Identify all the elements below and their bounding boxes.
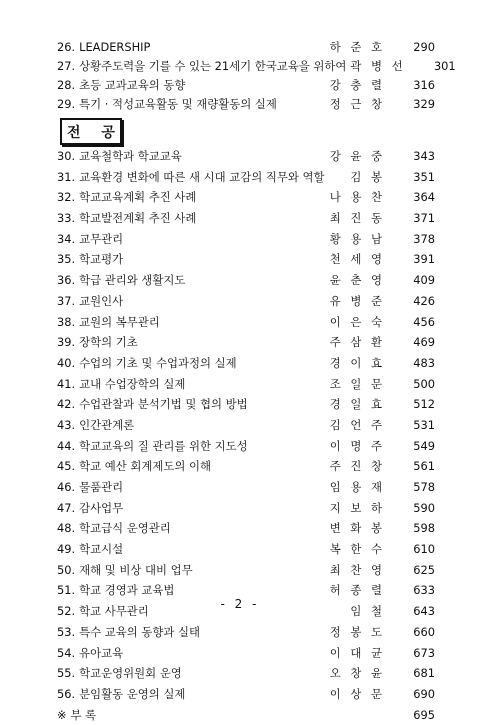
toc-entry — [57, 518, 435, 539]
entry-title: 교육철학과 학교교육 — [79, 149, 182, 163]
toc-list-general — [57, 38, 456, 114]
entry-author: 이 대 균 — [329, 645, 385, 660]
dot-leader — [187, 79, 327, 90]
dot-leader — [408, 60, 432, 71]
entry-page: 290 — [413, 40, 435, 54]
entry-author: 조 일 문 — [329, 376, 385, 391]
entry-title: LEADERSHIP — [79, 40, 151, 54]
dot-leader — [387, 646, 411, 657]
entry-author: 곽 병 선 — [350, 59, 406, 73]
entry-title: 교원의 복무관리 — [79, 314, 160, 329]
dot-leader — [173, 522, 328, 533]
entry-author: 경 이 효 — [329, 355, 385, 370]
dot-leader — [125, 501, 328, 512]
entry-page: 483 — [413, 355, 435, 370]
section-heading: 전 공 — [67, 124, 123, 141]
entry-page: 690 — [413, 686, 435, 701]
entry-number: 39. — [57, 335, 76, 350]
entry-title: 물품관리 — [79, 480, 124, 494]
entry-title: 학교평가 — [79, 252, 124, 267]
toc-entry — [57, 208, 435, 229]
entry-page: 512 — [413, 397, 435, 412]
toc-entry — [57, 477, 435, 498]
entry-title: 학교운영위원회 운영 — [79, 666, 182, 681]
dot-leader — [184, 667, 328, 678]
entry-author: 정 봉 도 — [329, 624, 385, 639]
dot-leader — [184, 150, 328, 161]
entry-author: 허 종 렬 — [329, 583, 385, 598]
entry-author: 강 윤 중 — [329, 149, 385, 163]
entry-author: 김 언 주 — [329, 417, 385, 432]
entry-number: 34. — [57, 231, 76, 246]
dot-leader — [125, 294, 328, 305]
entry-page: 351 — [413, 169, 435, 184]
entry-title: 학교시설 — [79, 542, 124, 557]
dot-leader — [152, 41, 327, 52]
toc-entry — [57, 394, 435, 415]
page-number: - 2 - — [220, 597, 260, 611]
entry-page: 610 — [413, 542, 435, 557]
entry-title: 학교발전계획 추진 사례 — [79, 211, 197, 226]
entry-number: 44. — [57, 438, 76, 453]
toc-entry — [57, 456, 435, 477]
dot-leader — [187, 687, 327, 698]
dot-leader — [387, 356, 411, 367]
dot-leader — [387, 212, 411, 223]
entry-author: 정 근 창 — [329, 97, 385, 111]
entry-title: 특기 · 적성교육활동 및 재량활동의 실제 — [79, 97, 277, 111]
entry-title: 상황주도력을 기를 수 있는 21세기 한국교육을 위하여 — [79, 59, 347, 73]
entry-page: 660 — [413, 624, 435, 639]
entry-number: 32. — [57, 190, 76, 205]
entry-number: 55. — [57, 666, 76, 681]
toc-entry — [57, 38, 435, 57]
entry-author: 하 준 호 — [329, 40, 385, 54]
entry-number: 47. — [57, 500, 76, 515]
dot-leader — [387, 336, 411, 347]
entry-number: 35. — [57, 252, 76, 267]
dot-leader — [387, 419, 411, 430]
dot-leader — [387, 41, 411, 52]
entry-title: 분임활동 운영의 실제 — [79, 686, 186, 701]
toc-list-major — [57, 146, 435, 725]
entry-number: 49. — [57, 542, 76, 557]
entry-author: 이 은 숙 — [329, 314, 385, 329]
entry-page: 469 — [413, 335, 435, 350]
entry-author: 최 진 동 — [329, 211, 385, 226]
entry-title: 학교급식 운영관리 — [79, 521, 171, 536]
toc-entry — [57, 539, 435, 560]
dot-leader — [98, 708, 411, 719]
entry-page: 673 — [413, 645, 435, 660]
dot-leader — [198, 191, 327, 202]
entry-page: 456 — [413, 314, 435, 329]
dot-leader — [125, 646, 328, 657]
entry-author: 이 상 문 — [329, 686, 385, 701]
entry-number: ※ — [57, 707, 67, 722]
dot-leader — [387, 191, 411, 202]
toc-entry — [57, 643, 435, 664]
dot-leader — [387, 481, 411, 492]
entry-author: 주 진 창 — [329, 459, 385, 474]
entry-number: 38. — [57, 314, 76, 329]
dot-leader — [387, 439, 411, 450]
entry-page: 549 — [413, 438, 435, 453]
dot-leader — [213, 460, 328, 471]
toc-entry — [57, 353, 435, 374]
entry-number: 27. — [57, 59, 76, 73]
entry-author: 경 일 효 — [329, 397, 385, 412]
entry-page: 531 — [413, 417, 435, 432]
entry-author: 나 용 찬 — [329, 190, 385, 205]
entry-number: 53. — [57, 624, 76, 639]
entry-number: 54. — [57, 645, 76, 660]
dot-leader — [387, 377, 411, 388]
dot-leader — [250, 439, 328, 450]
entry-number: 29. — [57, 97, 76, 111]
entry-author: 유 병 준 — [329, 293, 385, 308]
dot-leader — [387, 501, 411, 512]
toc-entry — [57, 270, 435, 291]
toc-entry — [57, 436, 435, 457]
dot-leader — [387, 150, 411, 161]
entry-title: 인간관계론 — [79, 417, 135, 432]
entry-author: 최 찬 영 — [329, 562, 385, 577]
section-heading-box — [60, 118, 122, 145]
entry-author: 지 보 하 — [329, 500, 385, 515]
entry-page: 329 — [413, 97, 435, 111]
entry-author: 복 한 수 — [329, 542, 385, 557]
entry-page: 633 — [413, 583, 435, 598]
dot-leader — [387, 460, 411, 471]
entry-number: 42. — [57, 397, 76, 412]
dot-leader — [125, 543, 328, 554]
entry-page: 598 — [413, 521, 435, 536]
entry-page: 695 — [413, 707, 435, 722]
entry-title: 교원인사 — [79, 293, 124, 308]
entry-title: 학교 경영과 교육법 — [79, 583, 175, 598]
dot-leader — [387, 398, 411, 409]
dot-leader — [387, 274, 411, 285]
entry-number: 26. — [57, 40, 76, 54]
toc-entry — [57, 663, 435, 684]
dot-leader — [387, 294, 411, 305]
entry-title: 교육환경 변화에 따른 새 시대 교감의 직무와 역할 — [79, 169, 325, 184]
entry-page: 625 — [413, 562, 435, 577]
entry-number: 51. — [57, 583, 76, 598]
dot-leader — [279, 98, 328, 109]
toc-entry — [57, 332, 435, 353]
entry-number: 41. — [57, 376, 76, 391]
entry-title: 학교교육계획 추진 사례 — [79, 190, 197, 205]
entry-page: 409 — [413, 273, 435, 288]
entry-page: 500 — [413, 376, 435, 391]
entry-title: 유아교육 — [79, 645, 124, 660]
dot-leader — [387, 563, 411, 574]
entry-page: 364 — [413, 190, 435, 205]
dot-leader — [136, 419, 328, 430]
entry-author: 이 명 주 — [329, 438, 385, 453]
toc-entry — [57, 57, 456, 76]
entry-title: 초등 교과교육의 동향 — [79, 78, 186, 92]
toc-entry — [57, 684, 435, 705]
toc-entry — [57, 705, 435, 725]
toc-entry — [57, 249, 435, 270]
entry-page: 343 — [413, 149, 435, 163]
entry-page: 561 — [413, 459, 435, 474]
entry-number: 46. — [57, 480, 76, 494]
entry-page: 378 — [413, 231, 435, 246]
toc-entry — [57, 312, 435, 333]
entry-number: 28. — [57, 78, 76, 92]
dot-leader — [387, 584, 411, 595]
entry-number: 30. — [57, 149, 76, 163]
dot-leader — [387, 667, 411, 678]
toc-entry — [57, 291, 435, 312]
dot-leader — [387, 315, 411, 326]
entry-number: 48. — [57, 521, 76, 536]
dot-leader — [387, 543, 411, 554]
dot-leader — [387, 79, 411, 90]
dot-leader — [187, 274, 327, 285]
dot-leader — [387, 625, 411, 636]
toc-entry — [57, 76, 435, 95]
entry-title: 재해 및 비상 대비 업무 — [79, 562, 193, 577]
entry-title: 학급 관리와 생활지도 — [79, 273, 186, 288]
entry-title: 수업관찰과 분석기법 및 협의 방법 — [79, 397, 248, 412]
dot-leader — [198, 212, 327, 223]
entry-number: 50. — [57, 562, 76, 577]
entry-number: 37. — [57, 293, 76, 308]
toc-entry — [57, 95, 435, 114]
dot-leader — [125, 481, 328, 492]
entry-title: 감사업무 — [79, 500, 124, 515]
dot-leader — [239, 356, 328, 367]
dot-leader — [387, 687, 411, 698]
toc-entry — [57, 187, 435, 208]
entry-author: 오 창 윤 — [329, 666, 385, 681]
entry-number: 52. — [57, 604, 76, 619]
entry-page: 426 — [413, 293, 435, 308]
entry-number: 56. — [57, 686, 76, 701]
entry-number: 40. — [57, 355, 76, 370]
dot-leader — [140, 336, 328, 347]
entry-title: 수업의 기초 및 수업과정의 실제 — [79, 355, 237, 370]
entry-number: 43. — [57, 417, 76, 432]
dot-leader — [176, 584, 327, 595]
entry-title: 학교교육의 질 관리를 위한 지도성 — [79, 438, 248, 453]
entry-title: 교무관리 — [79, 231, 124, 246]
toc-entry — [57, 622, 435, 643]
toc-entry — [57, 415, 435, 436]
dot-leader — [387, 522, 411, 533]
dot-leader — [250, 398, 328, 409]
entry-page: 301 — [433, 59, 456, 73]
entry-page: 371 — [413, 211, 435, 226]
dot-leader — [125, 253, 328, 264]
entry-title: 장학의 기초 — [79, 335, 138, 350]
entry-page: 391 — [413, 252, 435, 267]
entry-page: 643 — [413, 604, 435, 619]
toc-entry — [57, 374, 435, 395]
dot-leader — [387, 253, 411, 264]
toc-entry — [57, 498, 435, 519]
entry-page: 681 — [413, 666, 435, 681]
entry-author: 윤 춘 영 — [329, 273, 385, 288]
entry-author: 김 봉 — [350, 169, 385, 184]
dot-leader — [162, 315, 328, 326]
entry-title: 부 록 — [70, 707, 97, 722]
entry-number: 33. — [57, 211, 76, 226]
entry-author: 주 삼 환 — [329, 335, 385, 350]
dot-leader — [125, 232, 328, 243]
entry-author: 변 화 봉 — [329, 521, 385, 536]
entry-author: 천 세 영 — [329, 252, 385, 267]
entry-number: 31. — [57, 169, 76, 184]
entry-author: 강 충 렬 — [329, 78, 385, 92]
entry-author: 황 용 남 — [329, 231, 385, 246]
dot-leader — [387, 232, 411, 243]
entry-page: 590 — [413, 500, 435, 515]
entry-number: 45. — [57, 459, 76, 474]
entry-author: 임 철 — [350, 604, 385, 619]
toc-entry — [57, 146, 435, 167]
entry-page: 578 — [413, 480, 435, 494]
dot-leader — [187, 377, 327, 388]
entry-title: 교내 수업장학의 실제 — [79, 376, 186, 391]
entry-author: 임 용 재 — [329, 480, 385, 494]
dot-leader — [202, 625, 328, 636]
dot-leader — [387, 98, 411, 109]
dot-leader — [327, 170, 349, 181]
dot-leader — [195, 563, 328, 574]
entry-title: 특수 교육의 동향과 실태 — [79, 624, 201, 639]
entry-number: 36. — [57, 273, 76, 288]
dot-leader — [387, 170, 411, 181]
entry-title: 학교 예산 회계제도의 이해 — [79, 459, 212, 474]
toc-entry — [57, 560, 435, 581]
toc-entry — [57, 229, 435, 250]
entry-page: 316 — [413, 78, 435, 92]
toc-entry — [57, 167, 435, 188]
entry-title: 학교 사무관리 — [79, 604, 149, 619]
